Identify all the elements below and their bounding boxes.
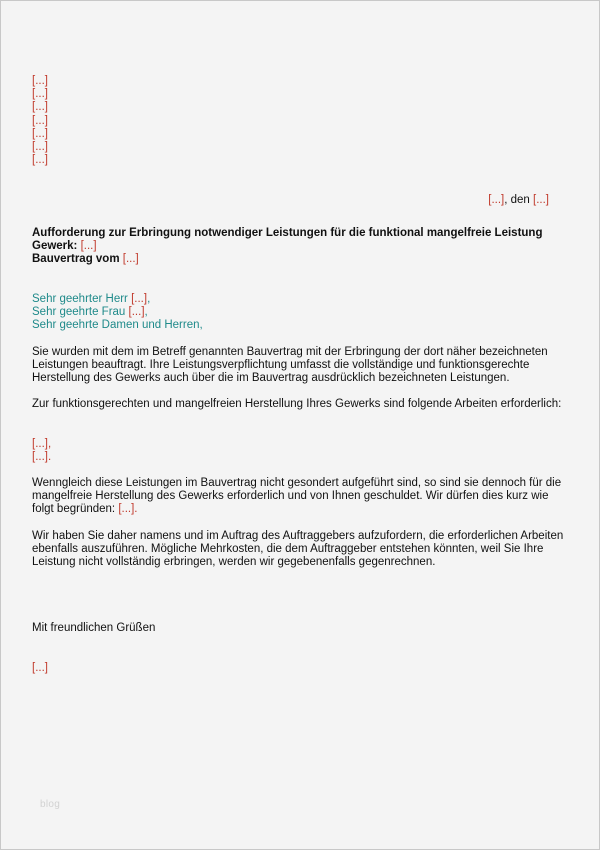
date-place: [...] [488, 194, 505, 206]
bauvertrag-value: [...] [122, 253, 139, 266]
justification-placeholder: [...]. [118, 503, 138, 516]
address-line: [...] [32, 154, 48, 167]
date-separator: , den [504, 194, 534, 206]
paragraph-required-work: Zur funktionsgerechten und mangelfreien Herstellung Ihres Gewerks sind folgende Arbeiten erforderlich: [32, 398, 562, 410]
paragraph-demand: Wir haben Sie daher namens und im Auftrag des Auftraggebers aufzufordern, die erforderlichen Arbeiten ebenfalls auszuführen. Mögliche Mehrkosten, die dem Auftraggeber entstehen könnten, weil Sie Ihre Leistung nicht vollständig erbringen, werden wir gegebenenfalls gegenrechnen. [32, 530, 564, 569]
address-line: [...] [32, 75, 48, 87]
gewerk-value: [...] [80, 240, 97, 253]
bauvertrag-label: Bauvertrag vom [32, 253, 120, 266]
salutation-frau-text: Sehr geehrte Frau [32, 306, 126, 319]
paragraph-justification [32, 477, 572, 517]
list-item-value: [...] [32, 438, 48, 450]
salutation-herr-name: [...] [131, 293, 148, 305]
watermark-text: blog [40, 799, 61, 810]
subject-gewerk [32, 240, 572, 253]
salutation-damen-herren-text: Sehr geehrte Damen und Herren [32, 319, 200, 332]
subject-line: Aufforderung zur Erbringung notwendiger Leistungen für die funktional mangelfreie Leistung [32, 227, 543, 239]
address-line: [...] [32, 88, 48, 101]
address-line: [...] [32, 141, 48, 154]
justification-text: Wenngleich diese Leistungen im Bauvertrag nicht gesondert aufgeführt sind, so sind sie dennoch für die mangelfreie Herstellung des Gewerks erforderlich und von Ihnen geschuldet. Wir dürfen dies kurz wie folgt begründen: [32, 477, 562, 516]
salutation-damen-herren [32, 319, 572, 332]
list-item [32, 451, 572, 464]
date-line [488, 194, 549, 206]
gewerk-label: Gewerk: [32, 240, 78, 253]
salutation-frau-name: [...] [128, 306, 145, 319]
list-item [32, 438, 572, 451]
signature-placeholder: [...] [32, 662, 48, 674]
required-work-list [32, 438, 572, 464]
list-item-value: [...] [32, 451, 48, 464]
salutation-block [32, 293, 572, 333]
list-item-punct: . [47, 451, 52, 464]
salutation-herr [32, 293, 572, 306]
address-line: [...] [32, 127, 48, 140]
closing-greeting: Mit freundlichen Grüßen [32, 622, 156, 634]
salutation-herr-text: Sehr geehrter Herr [32, 293, 128, 305]
salutation-comma: , [144, 306, 148, 319]
subject-block [32, 227, 572, 267]
recipient-address [32, 75, 572, 167]
date-value: [...] [533, 194, 549, 206]
salutation-frau [32, 306, 572, 319]
address-line: [...] [32, 101, 48, 114]
salutation-comma: , [199, 319, 203, 332]
paragraph-intro: Sie wurden mit dem im Betreff genannten Bauvertrag mit der Erbringung der dort näher bezeichneten Leistungen beauftragt. Ihre Leistungsverpflichtung umfasst die vollständige und funktionsgerechte Herstellung des Gewerks auch über die im Bauvertrag ausdrücklich bezeichneten Leistungen. [32, 346, 548, 385]
salutation-comma: , [147, 293, 151, 305]
subject-bauvertrag [32, 253, 572, 266]
list-item-punct: , [47, 438, 52, 450]
address-line: [...] [32, 114, 48, 127]
